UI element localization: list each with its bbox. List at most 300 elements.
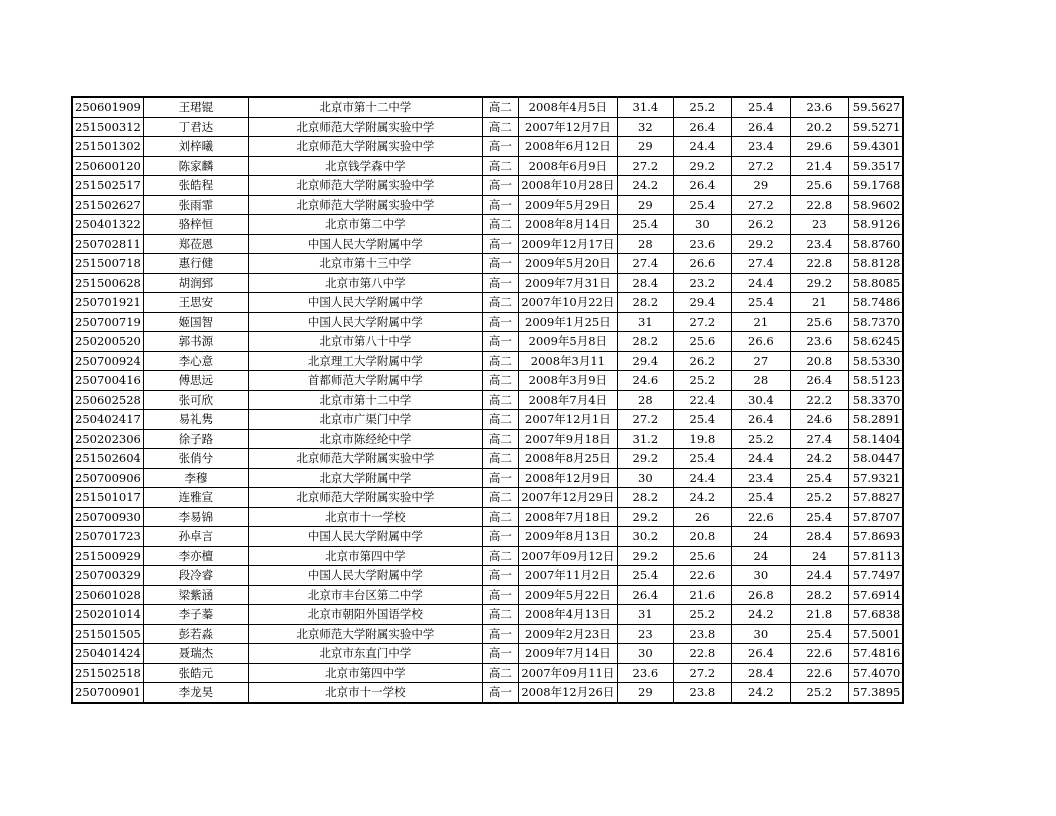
birthdate-cell: 2008年12月26日 <box>518 683 617 703</box>
student-id-cell: 250202306 <box>72 429 143 449</box>
total-score-cell: 58.8128 <box>848 254 903 274</box>
score-table <box>71 96 904 704</box>
table-row <box>72 585 903 605</box>
school-cell: 首都师范大学附属中学 <box>248 371 482 391</box>
school-cell: 北京市第四中学 <box>248 663 482 683</box>
score-4-cell: 22.6 <box>790 663 848 683</box>
grade-cell: 高一 <box>482 254 518 274</box>
name-cell: 李龙昊 <box>143 683 248 703</box>
student-id-cell: 250700416 <box>72 371 143 391</box>
score-3-cell: 30.4 <box>731 390 790 410</box>
score-1-cell: 27.2 <box>617 156 673 176</box>
birthdate-cell: 2009年5月29日 <box>518 195 617 215</box>
score-4-cell: 29.6 <box>790 137 848 157</box>
score-4-cell: 25.6 <box>790 312 848 332</box>
school-cell: 北京市第十二中学 <box>248 390 482 410</box>
table-body <box>72 97 903 703</box>
school-cell: 北京市十一学校 <box>248 683 482 703</box>
table-row <box>72 546 903 566</box>
grade-cell: 高一 <box>482 566 518 586</box>
name-cell: 郑莅恩 <box>143 234 248 254</box>
score-4-cell: 24.2 <box>790 449 848 469</box>
school-cell: 北京市广渠门中学 <box>248 410 482 430</box>
score-4-cell: 22.2 <box>790 390 848 410</box>
score-2-cell: 29.4 <box>673 293 731 313</box>
school-cell: 北京师范大学附属实验中学 <box>248 137 482 157</box>
total-score-cell: 57.9321 <box>848 468 903 488</box>
grade-cell: 高二 <box>482 449 518 469</box>
name-cell: 李心意 <box>143 351 248 371</box>
score-4-cell: 25.4 <box>790 624 848 644</box>
birthdate-cell: 2008年10月28日 <box>518 176 617 196</box>
score-4-cell: 20.8 <box>790 351 848 371</box>
score-2-cell: 24.2 <box>673 488 731 508</box>
school-cell: 北京市第八十中学 <box>248 332 482 352</box>
score-1-cell: 28 <box>617 390 673 410</box>
table-row <box>72 468 903 488</box>
total-score-cell: 58.9602 <box>848 195 903 215</box>
table-row <box>72 644 903 664</box>
total-score-cell: 57.5001 <box>848 624 903 644</box>
score-4-cell: 24.4 <box>790 566 848 586</box>
total-score-cell: 57.8707 <box>848 507 903 527</box>
total-score-cell: 58.7370 <box>848 312 903 332</box>
score-3-cell: 26.8 <box>731 585 790 605</box>
total-score-cell: 58.6245 <box>848 332 903 352</box>
birthdate-cell: 2008年7月4日 <box>518 390 617 410</box>
name-cell: 易礼隽 <box>143 410 248 430</box>
student-id-cell: 251500628 <box>72 273 143 293</box>
birthdate-cell: 2009年1月25日 <box>518 312 617 332</box>
name-cell: 丁君达 <box>143 117 248 137</box>
score-1-cell: 29 <box>617 683 673 703</box>
score-1-cell: 28.2 <box>617 488 673 508</box>
table-row <box>72 410 903 430</box>
student-id-cell: 250700719 <box>72 312 143 332</box>
grade-cell: 高二 <box>482 410 518 430</box>
school-cell: 北京师范大学附属实验中学 <box>248 176 482 196</box>
birthdate-cell: 2007年12月1日 <box>518 410 617 430</box>
score-3-cell: 27.4 <box>731 254 790 274</box>
school-cell: 北京市第十二中学 <box>248 97 482 117</box>
total-score-cell: 57.4816 <box>848 644 903 664</box>
score-4-cell: 28.4 <box>790 527 848 547</box>
score-3-cell: 23.4 <box>731 137 790 157</box>
score-2-cell: 25.6 <box>673 546 731 566</box>
score-4-cell: 23 <box>790 215 848 235</box>
student-id-cell: 250402417 <box>72 410 143 430</box>
student-id-cell: 251500718 <box>72 254 143 274</box>
name-cell: 刘梓曦 <box>143 137 248 157</box>
birthdate-cell: 2009年5月20日 <box>518 254 617 274</box>
score-2-cell: 25.4 <box>673 410 731 430</box>
score-1-cell: 31 <box>617 312 673 332</box>
name-cell: 陈家麟 <box>143 156 248 176</box>
name-cell: 张可欣 <box>143 390 248 410</box>
school-cell: 北京师范大学附属实验中学 <box>248 624 482 644</box>
grade-cell: 高二 <box>482 351 518 371</box>
birthdate-cell: 2007年09月11日 <box>518 663 617 683</box>
birthdate-cell: 2008年12月9日 <box>518 468 617 488</box>
name-cell: 李易锦 <box>143 507 248 527</box>
table-row <box>72 117 903 137</box>
grade-cell: 高一 <box>482 195 518 215</box>
score-1-cell: 29.2 <box>617 449 673 469</box>
score-2-cell: 25.2 <box>673 605 731 625</box>
table-row <box>72 156 903 176</box>
table-row <box>72 605 903 625</box>
grade-cell: 高二 <box>482 215 518 235</box>
school-cell: 北京市第八中学 <box>248 273 482 293</box>
score-2-cell: 23.8 <box>673 683 731 703</box>
grade-cell: 高一 <box>482 624 518 644</box>
score-1-cell: 29.4 <box>617 351 673 371</box>
birthdate-cell: 2008年7月18日 <box>518 507 617 527</box>
student-id-cell: 250601909 <box>72 97 143 117</box>
score-2-cell: 25.2 <box>673 371 731 391</box>
birthdate-cell: 2008年8月25日 <box>518 449 617 469</box>
name-cell: 梁紫涵 <box>143 585 248 605</box>
score-1-cell: 28.4 <box>617 273 673 293</box>
table-row <box>72 527 903 547</box>
school-cell: 北京市陈经纶中学 <box>248 429 482 449</box>
score-2-cell: 26.2 <box>673 351 731 371</box>
name-cell: 王思安 <box>143 293 248 313</box>
score-1-cell: 31 <box>617 605 673 625</box>
table-row <box>72 507 903 527</box>
student-id-cell: 251502604 <box>72 449 143 469</box>
total-score-cell: 57.8827 <box>848 488 903 508</box>
score-1-cell: 30 <box>617 644 673 664</box>
student-id-cell: 251500929 <box>72 546 143 566</box>
score-3-cell: 28.4 <box>731 663 790 683</box>
school-cell: 北京市朝阳外国语学校 <box>248 605 482 625</box>
birthdate-cell: 2009年7月31日 <box>518 273 617 293</box>
score-3-cell: 21 <box>731 312 790 332</box>
score-4-cell: 28.2 <box>790 585 848 605</box>
table-row <box>72 332 903 352</box>
name-cell: 徐子路 <box>143 429 248 449</box>
score-2-cell: 25.6 <box>673 332 731 352</box>
student-id-cell: 250700901 <box>72 683 143 703</box>
score-3-cell: 27.2 <box>731 156 790 176</box>
name-cell: 张雨霏 <box>143 195 248 215</box>
student-id-cell: 250401424 <box>72 644 143 664</box>
score-3-cell: 27.2 <box>731 195 790 215</box>
total-score-cell: 58.3370 <box>848 390 903 410</box>
score-4-cell: 25.2 <box>790 683 848 703</box>
grade-cell: 高一 <box>482 468 518 488</box>
grade-cell: 高一 <box>482 332 518 352</box>
score-2-cell: 24.4 <box>673 137 731 157</box>
student-id-cell: 251501017 <box>72 488 143 508</box>
birthdate-cell: 2007年10月22日 <box>518 293 617 313</box>
score-1-cell: 29 <box>617 195 673 215</box>
score-3-cell: 24.4 <box>731 449 790 469</box>
total-score-cell: 58.9126 <box>848 215 903 235</box>
score-3-cell: 26.6 <box>731 332 790 352</box>
student-id-cell: 251500312 <box>72 117 143 137</box>
table-row <box>72 371 903 391</box>
birthdate-cell: 2008年8月14日 <box>518 215 617 235</box>
score-3-cell: 24 <box>731 546 790 566</box>
name-cell: 李子蓁 <box>143 605 248 625</box>
name-cell: 张俏兮 <box>143 449 248 469</box>
score-2-cell: 27.2 <box>673 312 731 332</box>
score-2-cell: 20.8 <box>673 527 731 547</box>
birthdate-cell: 2009年2月23日 <box>518 624 617 644</box>
name-cell: 连雅宣 <box>143 488 248 508</box>
score-3-cell: 26.4 <box>731 644 790 664</box>
name-cell: 孙卓言 <box>143 527 248 547</box>
score-2-cell: 19.8 <box>673 429 731 449</box>
score-4-cell: 26.4 <box>790 371 848 391</box>
score-3-cell: 25.4 <box>731 488 790 508</box>
score-3-cell: 24 <box>731 527 790 547</box>
score-2-cell: 23.2 <box>673 273 731 293</box>
table-row <box>72 624 903 644</box>
name-cell: 张皓元 <box>143 663 248 683</box>
name-cell: 姬国智 <box>143 312 248 332</box>
school-cell: 北京理工大学附属中学 <box>248 351 482 371</box>
score-3-cell: 24.2 <box>731 605 790 625</box>
school-cell: 北京市十一学校 <box>248 507 482 527</box>
score-2-cell: 26 <box>673 507 731 527</box>
score-2-cell: 21.6 <box>673 585 731 605</box>
score-3-cell: 22.6 <box>731 507 790 527</box>
score-1-cell: 29.2 <box>617 546 673 566</box>
score-4-cell: 21 <box>790 293 848 313</box>
total-score-cell: 59.1768 <box>848 176 903 196</box>
total-score-cell: 58.8760 <box>848 234 903 254</box>
birthdate-cell: 2007年09月12日 <box>518 546 617 566</box>
total-score-cell: 58.1404 <box>848 429 903 449</box>
birthdate-cell: 2008年6月9日 <box>518 156 617 176</box>
score-2-cell: 30 <box>673 215 731 235</box>
score-1-cell: 30.2 <box>617 527 673 547</box>
score-2-cell: 22.8 <box>673 644 731 664</box>
score-1-cell: 27.4 <box>617 254 673 274</box>
table-row <box>72 663 903 683</box>
student-id-cell: 250201014 <box>72 605 143 625</box>
score-4-cell: 29.2 <box>790 273 848 293</box>
name-cell: 惠行健 <box>143 254 248 274</box>
grade-cell: 高二 <box>482 371 518 391</box>
school-cell: 北京师范大学附属实验中学 <box>248 449 482 469</box>
student-id-cell: 250602528 <box>72 390 143 410</box>
name-cell: 彭若淼 <box>143 624 248 644</box>
student-id-cell: 250700329 <box>72 566 143 586</box>
grade-cell: 高一 <box>482 176 518 196</box>
table-row <box>72 176 903 196</box>
score-2-cell: 24.4 <box>673 468 731 488</box>
total-score-cell: 58.5330 <box>848 351 903 371</box>
score-4-cell: 27.4 <box>790 429 848 449</box>
score-3-cell: 24.4 <box>731 273 790 293</box>
student-id-cell: 250702811 <box>72 234 143 254</box>
score-2-cell: 25.2 <box>673 97 731 117</box>
total-score-cell: 57.6914 <box>848 585 903 605</box>
birthdate-cell: 2007年11月2日 <box>518 566 617 586</box>
school-cell: 北京大学附属中学 <box>248 468 482 488</box>
grade-cell: 高二 <box>482 507 518 527</box>
grade-cell: 高二 <box>482 546 518 566</box>
table-row <box>72 254 903 274</box>
score-1-cell: 26.4 <box>617 585 673 605</box>
total-score-cell: 58.8085 <box>848 273 903 293</box>
score-3-cell: 25.2 <box>731 429 790 449</box>
score-4-cell: 21.8 <box>790 605 848 625</box>
name-cell: 郭书源 <box>143 332 248 352</box>
student-id-cell: 251501302 <box>72 137 143 157</box>
grade-cell: 高一 <box>482 644 518 664</box>
score-3-cell: 30 <box>731 624 790 644</box>
score-1-cell: 23.6 <box>617 663 673 683</box>
student-id-cell: 250701921 <box>72 293 143 313</box>
table-row <box>72 215 903 235</box>
score-4-cell: 22.8 <box>790 195 848 215</box>
name-cell: 段冷睿 <box>143 566 248 586</box>
table-row <box>72 293 903 313</box>
score-4-cell: 20.2 <box>790 117 848 137</box>
table-row <box>72 97 903 117</box>
score-2-cell: 29.2 <box>673 156 731 176</box>
grade-cell: 高一 <box>482 137 518 157</box>
birthdate-cell: 2008年4月13日 <box>518 605 617 625</box>
table-row <box>72 195 903 215</box>
score-1-cell: 25.4 <box>617 566 673 586</box>
score-3-cell: 26.2 <box>731 215 790 235</box>
score-1-cell: 24.6 <box>617 371 673 391</box>
total-score-cell: 58.0447 <box>848 449 903 469</box>
student-id-cell: 250700906 <box>72 468 143 488</box>
score-3-cell: 25.4 <box>731 97 790 117</box>
score-2-cell: 26.6 <box>673 254 731 274</box>
total-score-cell: 59.4301 <box>848 137 903 157</box>
score-2-cell: 22.4 <box>673 390 731 410</box>
school-cell: 北京市第十三中学 <box>248 254 482 274</box>
grade-cell: 高一 <box>482 527 518 547</box>
score-4-cell: 25.4 <box>790 507 848 527</box>
birthdate-cell: 2008年6月12日 <box>518 137 617 157</box>
total-score-cell: 57.8693 <box>848 527 903 547</box>
score-4-cell: 25.6 <box>790 176 848 196</box>
birthdate-cell: 2009年12月17日 <box>518 234 617 254</box>
table-row <box>72 312 903 332</box>
score-3-cell: 27 <box>731 351 790 371</box>
birthdate-cell: 2008年3月9日 <box>518 371 617 391</box>
school-cell: 中国人民大学附属中学 <box>248 566 482 586</box>
score-1-cell: 28 <box>617 234 673 254</box>
name-cell: 聂瑞杰 <box>143 644 248 664</box>
score-1-cell: 28.2 <box>617 332 673 352</box>
score-1-cell: 31.4 <box>617 97 673 117</box>
total-score-cell: 57.6838 <box>848 605 903 625</box>
score-3-cell: 24.2 <box>731 683 790 703</box>
score-4-cell: 24.6 <box>790 410 848 430</box>
score-2-cell: 22.6 <box>673 566 731 586</box>
table-row <box>72 273 903 293</box>
score-2-cell: 23.8 <box>673 624 731 644</box>
name-cell: 李穆 <box>143 468 248 488</box>
grade-cell: 高二 <box>482 97 518 117</box>
grade-cell: 高二 <box>482 429 518 449</box>
school-cell: 中国人民大学附属中学 <box>248 527 482 547</box>
name-cell: 张皓程 <box>143 176 248 196</box>
score-1-cell: 24.2 <box>617 176 673 196</box>
name-cell: 王珺锟 <box>143 97 248 117</box>
name-cell: 胡润郅 <box>143 273 248 293</box>
score-1-cell: 27.2 <box>617 410 673 430</box>
student-id-cell: 251502518 <box>72 663 143 683</box>
birthdate-cell: 2009年5月8日 <box>518 332 617 352</box>
student-id-cell: 250601028 <box>72 585 143 605</box>
table-row <box>72 390 903 410</box>
birthdate-cell: 2007年12月29日 <box>518 488 617 508</box>
student-id-cell: 250600120 <box>72 156 143 176</box>
school-cell: 北京市第四中学 <box>248 546 482 566</box>
student-id-cell: 251501505 <box>72 624 143 644</box>
school-cell: 北京师范大学附属实验中学 <box>248 488 482 508</box>
score-4-cell: 22.8 <box>790 254 848 274</box>
score-3-cell: 25.4 <box>731 293 790 313</box>
total-score-cell: 57.4070 <box>848 663 903 683</box>
birthdate-cell: 2009年5月22日 <box>518 585 617 605</box>
score-3-cell: 30 <box>731 566 790 586</box>
score-3-cell: 29 <box>731 176 790 196</box>
score-1-cell: 30 <box>617 468 673 488</box>
table-row <box>72 429 903 449</box>
score-1-cell: 28.2 <box>617 293 673 313</box>
score-2-cell: 26.4 <box>673 117 731 137</box>
birthdate-cell: 2009年7月14日 <box>518 644 617 664</box>
total-score-cell: 57.3895 <box>848 683 903 703</box>
total-score-cell: 59.5627 <box>848 97 903 117</box>
table-row <box>72 488 903 508</box>
score-4-cell: 24 <box>790 546 848 566</box>
total-score-cell: 58.5123 <box>848 371 903 391</box>
score-4-cell: 23.6 <box>790 97 848 117</box>
total-score-cell: 59.3517 <box>848 156 903 176</box>
total-score-cell: 57.7497 <box>848 566 903 586</box>
score-4-cell: 23.4 <box>790 234 848 254</box>
total-score-cell: 58.2891 <box>848 410 903 430</box>
score-1-cell: 32 <box>617 117 673 137</box>
grade-cell: 高一 <box>482 683 518 703</box>
birthdate-cell: 2009年8月13日 <box>518 527 617 547</box>
name-cell: 骆梓恒 <box>143 215 248 235</box>
score-4-cell: 23.6 <box>790 332 848 352</box>
score-2-cell: 26.4 <box>673 176 731 196</box>
score-2-cell: 23.6 <box>673 234 731 254</box>
name-cell: 李亦檀 <box>143 546 248 566</box>
score-1-cell: 29.2 <box>617 507 673 527</box>
score-2-cell: 25.4 <box>673 195 731 215</box>
birthdate-cell: 2007年9月18日 <box>518 429 617 449</box>
score-3-cell: 29.2 <box>731 234 790 254</box>
student-id-cell: 251502627 <box>72 195 143 215</box>
total-score-cell: 59.5271 <box>848 117 903 137</box>
school-cell: 北京师范大学附属实验中学 <box>248 117 482 137</box>
school-cell: 北京师范大学附属实验中学 <box>248 195 482 215</box>
school-cell: 中国人民大学附属中学 <box>248 234 482 254</box>
table-row <box>72 351 903 371</box>
table-row <box>72 137 903 157</box>
grade-cell: 高二 <box>482 293 518 313</box>
score-4-cell: 25.4 <box>790 468 848 488</box>
grade-cell: 高二 <box>482 117 518 137</box>
score-1-cell: 23 <box>617 624 673 644</box>
